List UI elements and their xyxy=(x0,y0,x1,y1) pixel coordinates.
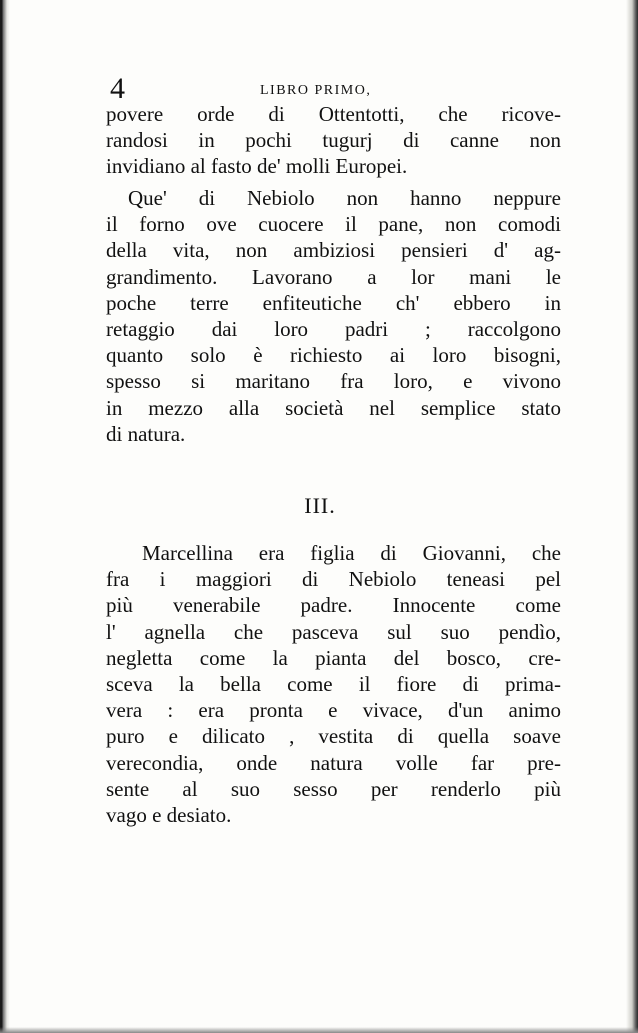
page-edge-right xyxy=(626,0,638,1033)
text-line: Que' di Nebiolo non hanno neppure xyxy=(128,186,561,210)
text-line: più venerabile padre. Innocente come xyxy=(106,593,561,618)
text-line: quanto solo è richiesto ai loro bisogni, xyxy=(106,343,561,368)
text-line: puro e dilicato , vestita di quella soave xyxy=(106,724,561,749)
text-line: vago e desiato. xyxy=(106,802,232,827)
text-line: spesso si maritano fra loro, e vivono xyxy=(106,369,561,394)
text-line: sente al suo sesso per renderlo più xyxy=(106,776,561,801)
text-line: l' agnella che pasceva sul suo pendìo, xyxy=(106,619,561,644)
page-edge-left xyxy=(0,0,10,1033)
text-line: il forno ove cuocere il pane, non comodi xyxy=(106,212,561,237)
section-heading: III. xyxy=(304,493,336,518)
paragraph-continuation xyxy=(106,101,561,180)
paragraph-nebiolo xyxy=(106,185,561,447)
text-line: invidiano al fasto de' molli Europei. xyxy=(106,154,408,179)
text-line: randosi in pochi tugurj di canne non xyxy=(106,128,561,153)
text-line: della vita, non ambiziosi pensieri d' ag- xyxy=(106,238,561,263)
text-line: povere orde di Ottentotti, che ricove- xyxy=(106,102,561,126)
text-line: in mezzo alla società nel semplice stato xyxy=(106,395,561,420)
text-line: negletta come la pianta del bosco, cre- xyxy=(106,645,561,670)
text-line: vera : era pronta e vivace, d'un animo xyxy=(106,698,561,723)
text-line: di natura. xyxy=(106,421,186,446)
text-line: poche terre enfiteutiche ch' ebbero in xyxy=(106,290,561,315)
page-edge-bottom xyxy=(0,1027,638,1033)
text-line: retaggio dai loro padri ; raccolgono xyxy=(106,316,561,341)
text-line: sceva la bella come il fiore di prima- xyxy=(106,671,561,696)
text-line: fra i maggiori di Nebiolo teneasi pel xyxy=(106,567,561,592)
text-line: Marcellina era figlia di Giovanni, che xyxy=(142,541,561,565)
page-number: 4 xyxy=(110,72,125,105)
running-head: LIBRO PRIMO, xyxy=(260,83,372,98)
text-line: grandimento. Lavorano a lor mani le xyxy=(106,264,561,289)
paragraph-marcellina xyxy=(106,540,561,828)
text-line: verecondia, onde natura volle far pre- xyxy=(106,750,561,775)
